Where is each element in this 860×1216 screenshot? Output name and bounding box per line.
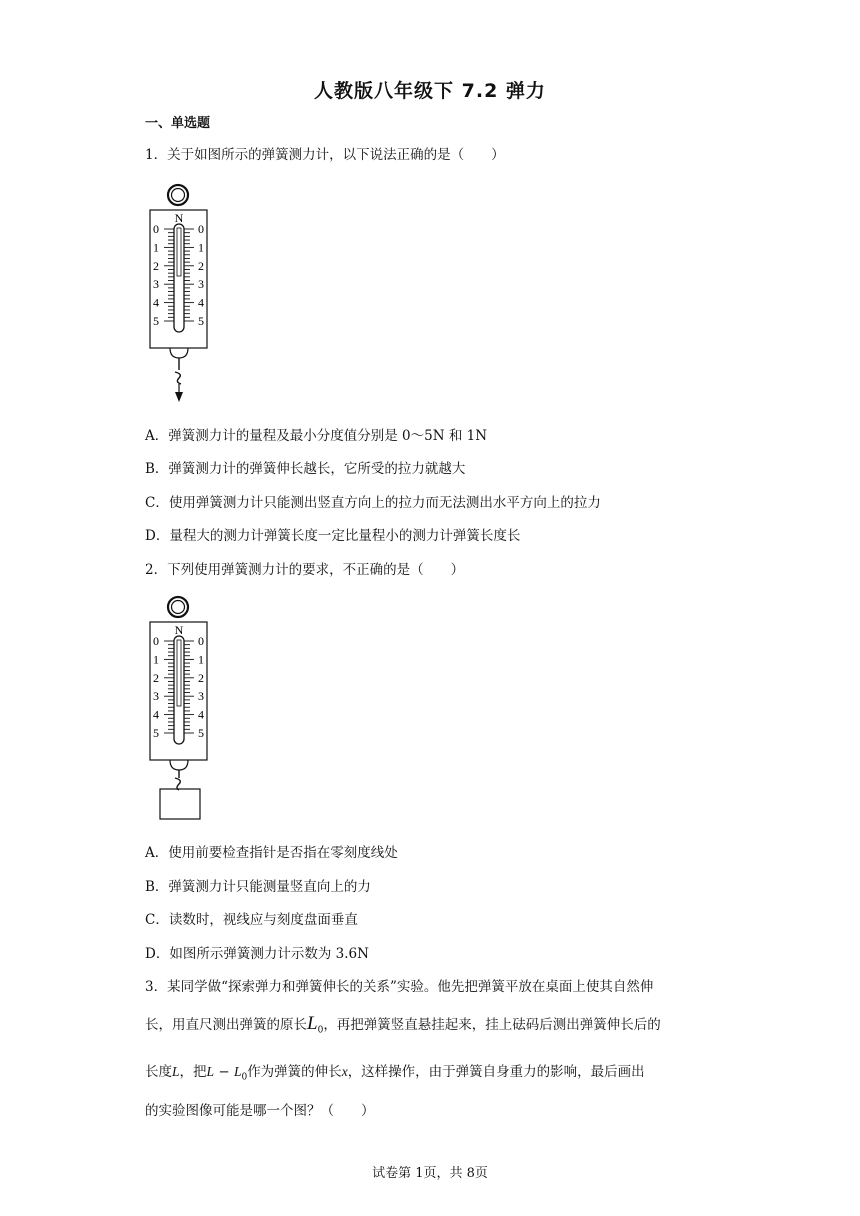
page-title: 人教版八年级下 7.2 弹力: [314, 80, 546, 102]
tick-label-left: 2: [153, 258, 159, 273]
tick-label-right: 3: [198, 277, 204, 292]
tick-label-left: 4: [153, 707, 159, 722]
tick-label-right: 5: [198, 314, 204, 328]
unit-label: N: [174, 623, 184, 637]
tube: [174, 636, 184, 744]
tick-label-right: 4: [198, 295, 204, 310]
hook: [175, 770, 180, 790]
question-3-line-3: 长度L，把$L - L_0$作为弹簧的伸长x，这样操作，由于弹簧自身重力的影响，最后画出: [145, 1064, 645, 1083]
tick-label-left: 1: [153, 240, 159, 255]
scale-ticks: [153, 634, 204, 740]
tick-label-right: 3: [198, 689, 204, 704]
tick-label-right: 2: [198, 258, 204, 273]
q2-option-b[interactable]: B．弹簧测力计只能测量竖直向上的力: [145, 879, 371, 895]
tick-label-right: 1: [198, 652, 204, 667]
question-2-stem: 2．下列使用弹簧测力计的要求，不正确的是（ ）: [145, 562, 465, 578]
q2-option-a[interactable]: A．使用前要检查指针是否指在零刻度线处: [145, 845, 398, 861]
force-arrow: [175, 392, 183, 402]
tick-label-right: 0: [198, 634, 204, 648]
spring-scale-figure-1: [145, 180, 215, 405]
tick-label-left: 5: [153, 726, 159, 740]
unit-label: N: [174, 211, 184, 225]
tick-label-left: 1: [153, 652, 159, 667]
tick-label-left: 5: [153, 314, 159, 328]
question-3-line-2: 长，用直尺测出弹簧的原长$L_0$，再把弹簧竖直悬挂起来，挂上砝码后测出弹簧伸长后的: [145, 1013, 661, 1036]
tick-label-right: 0: [198, 222, 204, 236]
tick-label-right: 2: [198, 670, 204, 685]
q1-option-b[interactable]: B．弹簧测力计的弹簧伸长越长，它所受的拉力就越大: [145, 461, 466, 477]
question-1-stem: 1．关于如图所示的弹簧测力计，以下说法正确的是（ ）: [145, 147, 505, 163]
q1-option-c[interactable]: C．使用弹簧测力计只能测出竖直方向上的拉力而无法测出水平方向上的拉力: [145, 495, 601, 511]
weight-block: [160, 789, 200, 819]
section-heading: 一、单选题: [145, 116, 211, 131]
hook: [175, 358, 181, 384]
q2-option-c[interactable]: C．读数时，视线应与刻度盘面垂直: [145, 912, 358, 928]
tick-label-left: 0: [153, 634, 159, 648]
tick-label-right: 5: [198, 726, 204, 740]
scale-ticks: [153, 222, 204, 328]
q1-option-d[interactable]: D．量程大的测力计弹簧长度一定比量程小的测力计弹簧长度长: [145, 528, 521, 544]
tick-label-left: 4: [153, 295, 159, 310]
L0-symbol: L: [307, 1013, 318, 1034]
tube: [174, 224, 184, 332]
tick-label-left: 0: [153, 222, 159, 236]
tick-label-left: 3: [153, 277, 159, 292]
q2-option-d[interactable]: D．如图所示弹簧测力计示数为 3.6N: [145, 946, 369, 962]
tick-label-right: 4: [198, 707, 204, 722]
page-footer: 试卷第 1页，共 8页: [372, 1166, 488, 1181]
spring-scale-figure-2: [145, 590, 215, 822]
question-3-line-4: 的实验图像可能是哪一个图？（ ）: [145, 1103, 375, 1119]
question-3-line-1: 3．某同学做“探索弹力和弹簧伸长的关系”实验。他先把弹簧平放在桌面上使其自然伸: [145, 979, 654, 995]
tick-label-left: 3: [153, 689, 159, 704]
tick-label-left: 2: [153, 670, 159, 685]
q1-option-a[interactable]: A．弹簧测力计的量程及最小分度值分别是 0～5N 和 1N: [145, 428, 488, 444]
tick-label-right: 1: [198, 240, 204, 255]
